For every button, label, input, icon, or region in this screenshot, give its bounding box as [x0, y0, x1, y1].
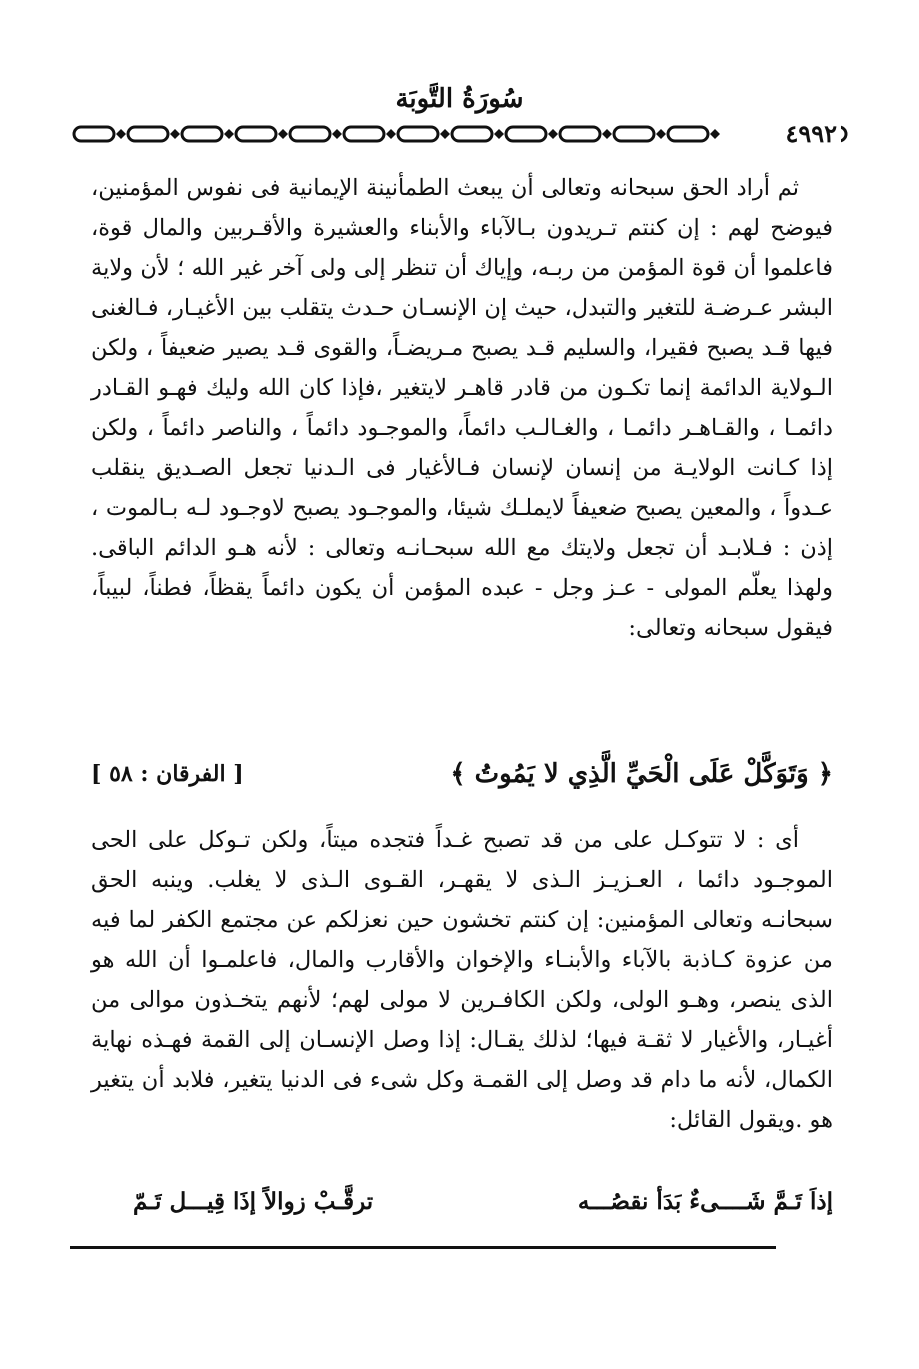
- bottom-rule: [70, 1246, 776, 1249]
- ornament-diamond: [278, 129, 288, 139]
- poem-first-hemistich: إذاَ تَـمَّ شَــــىءٌ بَدَأ نقصُـــه: [577, 1188, 833, 1215]
- ornament-oval: [560, 127, 600, 141]
- ornament-oval: [398, 127, 438, 141]
- ornament-diamond: [332, 129, 342, 139]
- surah-title: سُورَةُ التَّوبَة: [395, 84, 524, 114]
- ornament-oval: [452, 127, 492, 141]
- paragraph-2-text: أى : لا تتوكـل على من قد تصبح غـداً فتجده ميتاً، ولكن تـوكل على الحى الموجـود دائما ، العـزيـز الـذى لا يقهـر، القـوى الـذى لا يغلب. وينبه الحق سبحانـه وتعالى المؤمنين: إن كنتم تخشون حين نعزلكم عن مجتمع الكفر لما فيه من عزوة كـاذبة بالآباء والأبنـاء والإخوان والأقارب والمال، فاعلمـوا أن الله هو الذى ينصر، وهـو الولى، ولكن الكافـرين لا مولى لهم؛ لأنهم يتخـذون موالى من أغيـار، والأغيار لا ثقـة فيها؛ لذلك يقـال: إذا وصل الإنسـان إلى القمة فهـذه نهاية الكمال، لأنه ما دام قد وصل إلى القمـة وكل شىء فى الدنيا يتغير، فلابد أن يتغير هو .ويقول القائل:: [91, 827, 833, 1133]
- ornament-oval: [182, 127, 222, 141]
- ornament-diamond: [494, 129, 504, 139]
- ornament-diamond: [710, 129, 720, 139]
- poem-second-hemistich: ترقَّـبْ زوالاً إذَا قِيـــل تَـمّ: [133, 1188, 374, 1215]
- ornament-oval: [128, 127, 168, 141]
- verse-reference: [ الفرقان : ٥٨ ]: [91, 761, 244, 787]
- ornament-diamond: [602, 129, 612, 139]
- verse-text: ﴿ وَتَوَكَّلْ عَلَى الْحَيِّ الَّذِي لا يَمُوتُ ﴾: [450, 759, 833, 789]
- paragraph-2: [91, 820, 833, 1140]
- page-number: ٤٩٩٢: [781, 120, 841, 148]
- ornament-diamond: [224, 129, 234, 139]
- ornament-oval: [668, 127, 708, 141]
- poem-verse: [113, 1188, 833, 1228]
- paragraph-1: [91, 168, 833, 648]
- ornament-diamond: [116, 129, 126, 139]
- ornament-diamond: [170, 129, 180, 139]
- ornament-diamond: [548, 129, 558, 139]
- ornament-diamond: [386, 129, 396, 139]
- paragraph-1-text: ثم أراد الحق سبحانه وتعالى أن يبعث الطمأنينة الإيمانية فى نفوس المؤمنين، فيوضح لهم : إن كنتم تـريدون بـالآباء والأبناء والعشيرة والأقـربين والمال قوة، فاعلموا أن قوة المؤمن من ربـه، وإياك أن تنظر إلى ولى آخر غير الله ؛ لأن ولاية البشر عـرضـة للتغير والتبدل، حيث إن الإنسـان حـدث يتقلب بين الأغيـار، فـالغنى فيها قـد يصبح فقيرا، والسليم قـد يصبح مـريضـاً، والقوى قـد يصير ضعيفاً ، ولكن الـولاية الدائمة إنما تكـون من قادر قاهـر لايتغير ،فإذا كان الله وليك فهـو القـادر دائمـا ، والقـاهـر دائمـا ، والغـالـب دائماً، والموجـود دائماً ، والناصر دائماً ، ولكن إذا كـانت الولايـة من إنسان لإنسان فـالأغيار فى الـدنيا تجعل الصـديق ينقلب عـدواً ، والمعين يصبح ضعيفاً لايملـك شيئا، والموجـود يصبح لاوجـود لـه بـالموت ، إذن : فـلابـد أن تجعل ولايتك مع الله سبحـانـه وتعالى : لأنه هـو الدائم الباقى. ولهذا يعلّم المولى - عـز وجل - عبده المؤمن أن يكون دائماً يقظاً، فطناً، لبيباً، فيقول سبحانه وتعالى:: [91, 175, 833, 641]
- ornament-diamond: [656, 129, 666, 139]
- ornament-oval: [290, 127, 330, 141]
- quran-verse: [91, 752, 833, 796]
- ornament-diamond: [440, 129, 450, 139]
- ornament-divider: [70, 120, 852, 148]
- ornament-oval: [236, 127, 276, 141]
- ornament-oval: [506, 127, 546, 141]
- ornament-oval: [614, 127, 654, 141]
- ornament-oval: [344, 127, 384, 141]
- ornament-oval: [74, 127, 114, 141]
